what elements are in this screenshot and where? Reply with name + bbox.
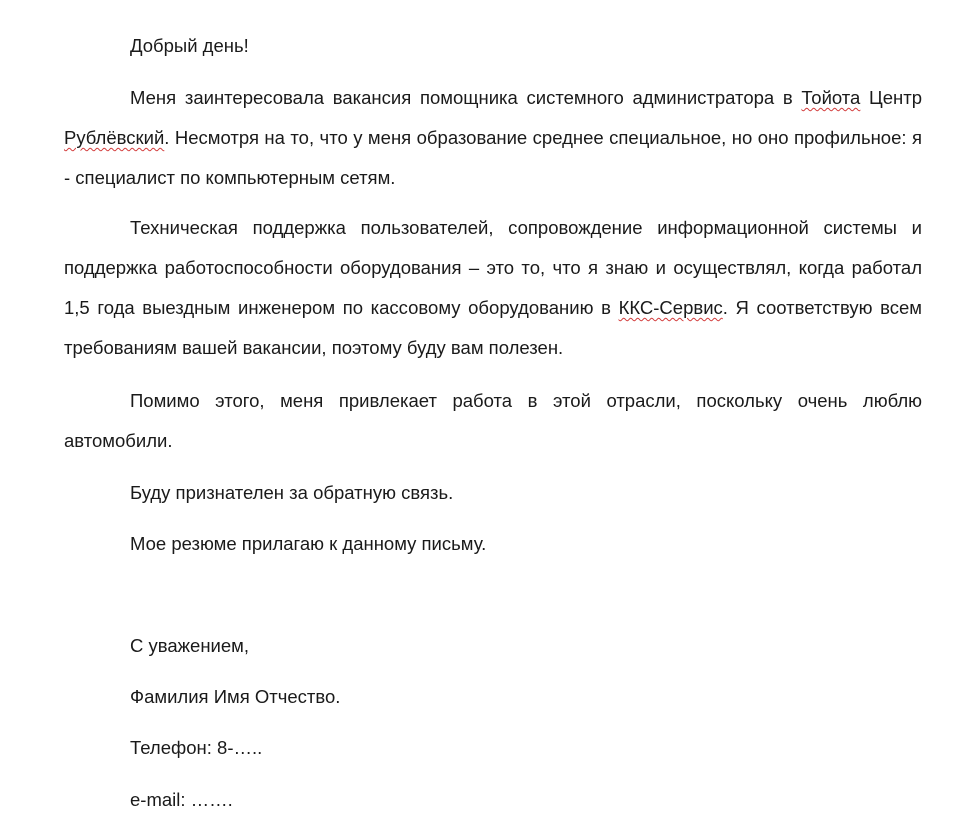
paragraph-text: Техническая поддержка пользователей, сопровождение информационной системы и поддержка работоспособности оборудования – это то, что я знаю и осуществлял, когда работал 1,5 года выездным инженером по кассовому оборудованию в: [64, 217, 922, 318]
paragraph-text: Меня заинтересовала вакансия помощника системного администратора в: [130, 87, 802, 108]
paragraph-feedback: Буду признателен за обратную связь.: [130, 482, 454, 503]
contact-phone: Телефон: 8-…..: [130, 737, 263, 758]
contact-email: e-mail: …….: [130, 789, 233, 810]
paragraph-motivation: Помимо этого, меня привлекает работа в этой отрасли, поскольку очень люблю автомобили.: [64, 390, 922, 451]
paragraph-text: . Я соответствую всем требованиям вашей вакансии, поэтому буду вам полезен.: [64, 297, 922, 358]
greeting: Добрый день!: [130, 35, 249, 56]
paragraph-vacancy-interest: [64, 78, 922, 198]
previous-employer: ККС-Сервис: [618, 297, 723, 318]
paragraph-resume-attached: Мое резюме прилагаю к данному письму.: [130, 533, 487, 554]
company-name-part1: Тойота: [801, 87, 861, 108]
signature-name: Фамилия Имя Отчество.: [130, 686, 341, 707]
paragraph-text: Центр: [860, 87, 922, 108]
closing: С уважением,: [130, 635, 250, 656]
paragraph-experience: [64, 208, 922, 368]
paragraph-text: . Несмотря на то, что у меня образование среднее специальное, но оно профильное: я - специалист по компьютерным сетям.: [64, 127, 922, 188]
company-name-part2: Рублёвский: [64, 127, 165, 148]
